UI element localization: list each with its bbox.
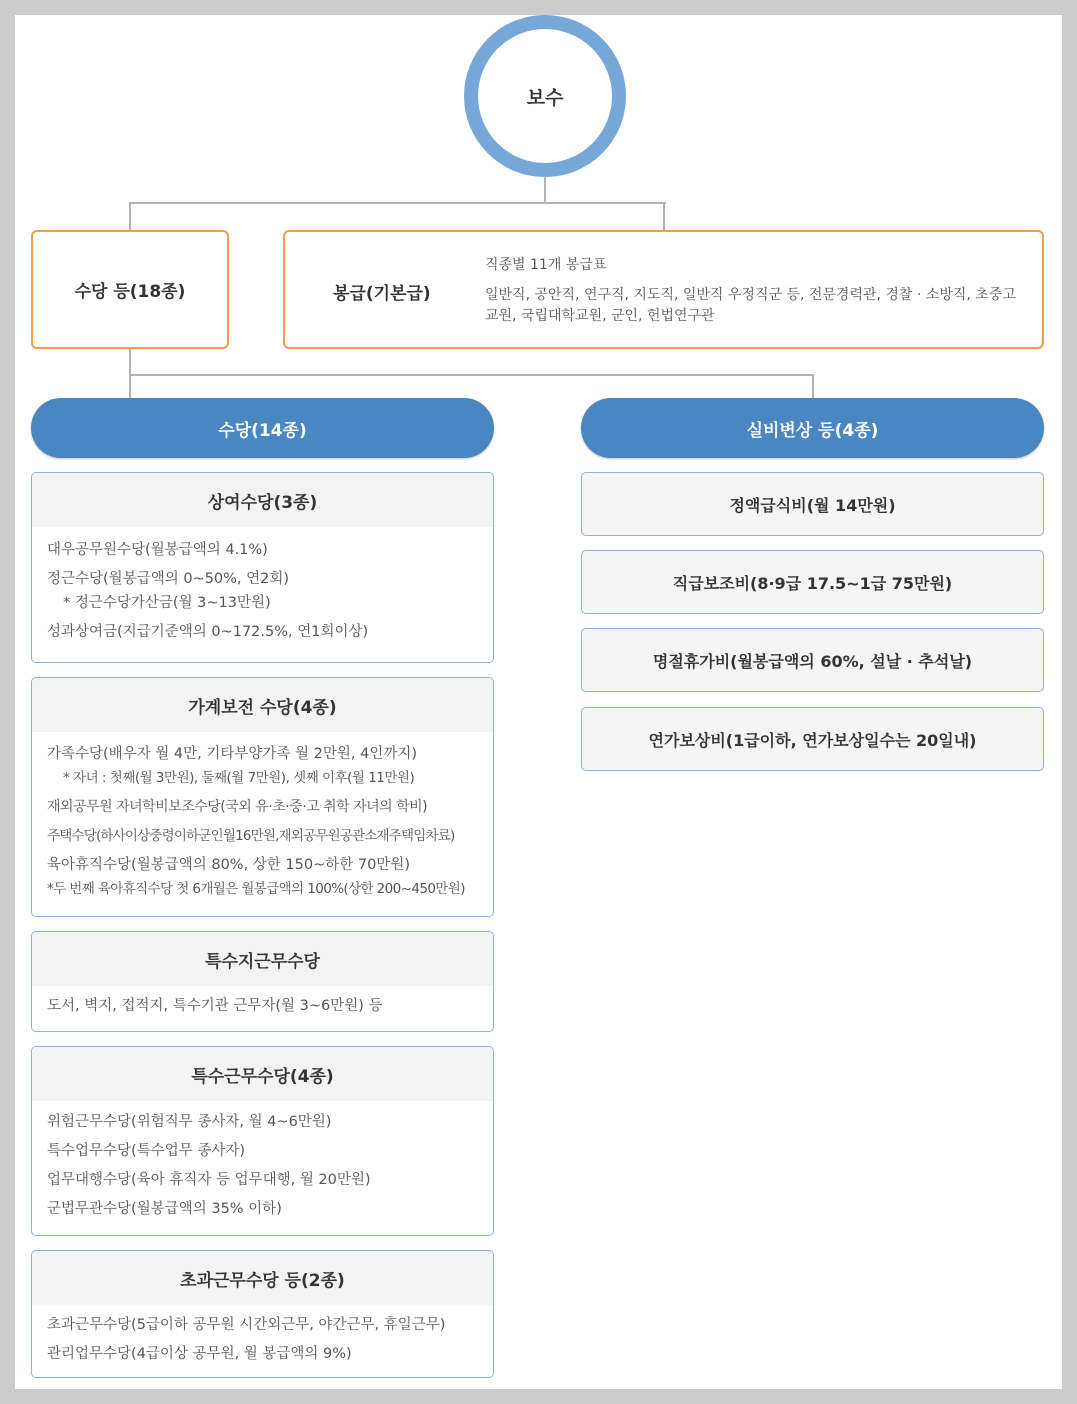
expense-item-annual-leave-compensation	[581, 707, 1044, 771]
node-expense-compensation	[581, 398, 1044, 458]
node-allowances-total	[31, 230, 229, 349]
list-item: 정근수당(월봉급액의 0~50%, 연2회)	[47, 571, 290, 587]
card-special-duty-allowances	[31, 1046, 494, 1236]
expense-compensation-label: 실비변상 등(4종)	[746, 420, 879, 441]
list-item: 가족수당(배우자 월 4만, 기타부양가족 월 2만원, 4인까지)	[47, 746, 418, 762]
card-overtime-allowances	[31, 1250, 494, 1378]
list-item: 대우공무원수당(월봉급액의 4.1%)	[47, 542, 268, 558]
expense-item-holiday-bonus	[581, 628, 1044, 692]
connector-root-down	[544, 176, 546, 204]
root-node-pay	[464, 15, 626, 177]
node-allowances	[31, 398, 494, 458]
list-item: 초과근무수당(5급이하 공무원 시간외근무, 야간근무, 휴일근무)	[47, 1317, 446, 1333]
card-title: 특수지근무수당	[32, 932, 493, 986]
card-title: 특수근무수당(4종)	[32, 1047, 493, 1101]
node-base-pay	[283, 230, 1044, 349]
connector-to-allowances-total	[129, 202, 131, 232]
expense-item-label: 명절휴가비(월봉급액의 60%, 설날 · 추석날)	[652, 651, 973, 671]
list-item: 주택수당(하사이상중령이하군인월16만원,재외공무원공관소재주택임차료)	[47, 828, 455, 844]
base-pay-description: 일반직, 공안직, 연구직, 지도직, 일반직 우정직군 등, 전문경력관, 경찰 · 소방직, 초중고교원, 국립대학교원, 군인, 헌법연구관	[485, 287, 1016, 324]
card-household-allowances	[31, 677, 494, 917]
connector-allowances-total-down	[129, 347, 131, 399]
expense-item-label: 연가보상비(1급이하, 연가보상일수는 20일내)	[648, 730, 977, 750]
connector-to-expense	[812, 374, 814, 399]
list-item: 위험근무수당(위험직무 종사자, 월 4~6만원)	[47, 1114, 332, 1130]
card-special-area-allowance	[31, 931, 494, 1032]
expense-item-label: 직급보조비(8·9급 17.5~1급 75만원)	[672, 573, 953, 593]
connector-to-base-pay	[663, 202, 665, 232]
list-item: 업무대행수당(육아 휴직자 등 업무대행, 월 20만원)	[47, 1172, 371, 1188]
connector-level2-bar	[129, 374, 814, 376]
list-item: 관리업무수당(4급이상 공무원, 월 봉급액의 9%)	[47, 1346, 352, 1362]
list-item-note: * 정근수당가산금(월 3~13만원)	[63, 595, 271, 611]
base-pay-subtitle: 직종별 11개 봉급표	[485, 257, 607, 273]
list-item: 특수업무수당(특수업무 종사자)	[47, 1143, 246, 1159]
list-item-note: *두 번째 육아휴직수당 첫 6개월은 월봉급액의 100%(상한 200~450만원)	[47, 881, 465, 897]
list-item: 육아휴직수당(월봉급액의 80%, 상한 150~하한 70만원)	[47, 857, 410, 873]
card-bonus-allowances	[31, 472, 494, 663]
expense-item-meal	[581, 472, 1044, 536]
list-item: 군법무관수당(월봉급액의 35% 이하)	[47, 1201, 282, 1217]
expense-item-label: 정액급식비(월 14만원)	[729, 495, 896, 515]
list-item: 재외공무원 자녀학비보조수당(국외 유·초·중·고 취학 자녀의 학비)	[47, 799, 428, 815]
allowances-label: 수당(14종)	[218, 420, 307, 441]
card-title: 상여수당(3종)	[32, 473, 493, 527]
connector-level1-bar	[129, 202, 666, 204]
list-item: 도서, 벽지, 접적지, 특수기관 근무자(월 3~6만원) 등	[47, 998, 383, 1014]
list-item-note: * 자녀 : 첫째(월 3만원), 둘째(월 7만원), 셋째 이후(월 11만원)	[63, 770, 415, 786]
expense-item-position-subsidy	[581, 550, 1044, 614]
card-title: 가계보전 수당(4종)	[32, 678, 493, 732]
node-allowances-total-label: 수당 등(18종)	[74, 282, 186, 302]
base-pay-label: 봉급(기본급)	[333, 284, 431, 304]
root-label: 보수	[526, 86, 564, 109]
list-item: 성과상여금(지급기준액의 0~172.5%, 연1회이상)	[47, 624, 369, 640]
card-title: 초과근무수당 등(2종)	[32, 1251, 493, 1305]
